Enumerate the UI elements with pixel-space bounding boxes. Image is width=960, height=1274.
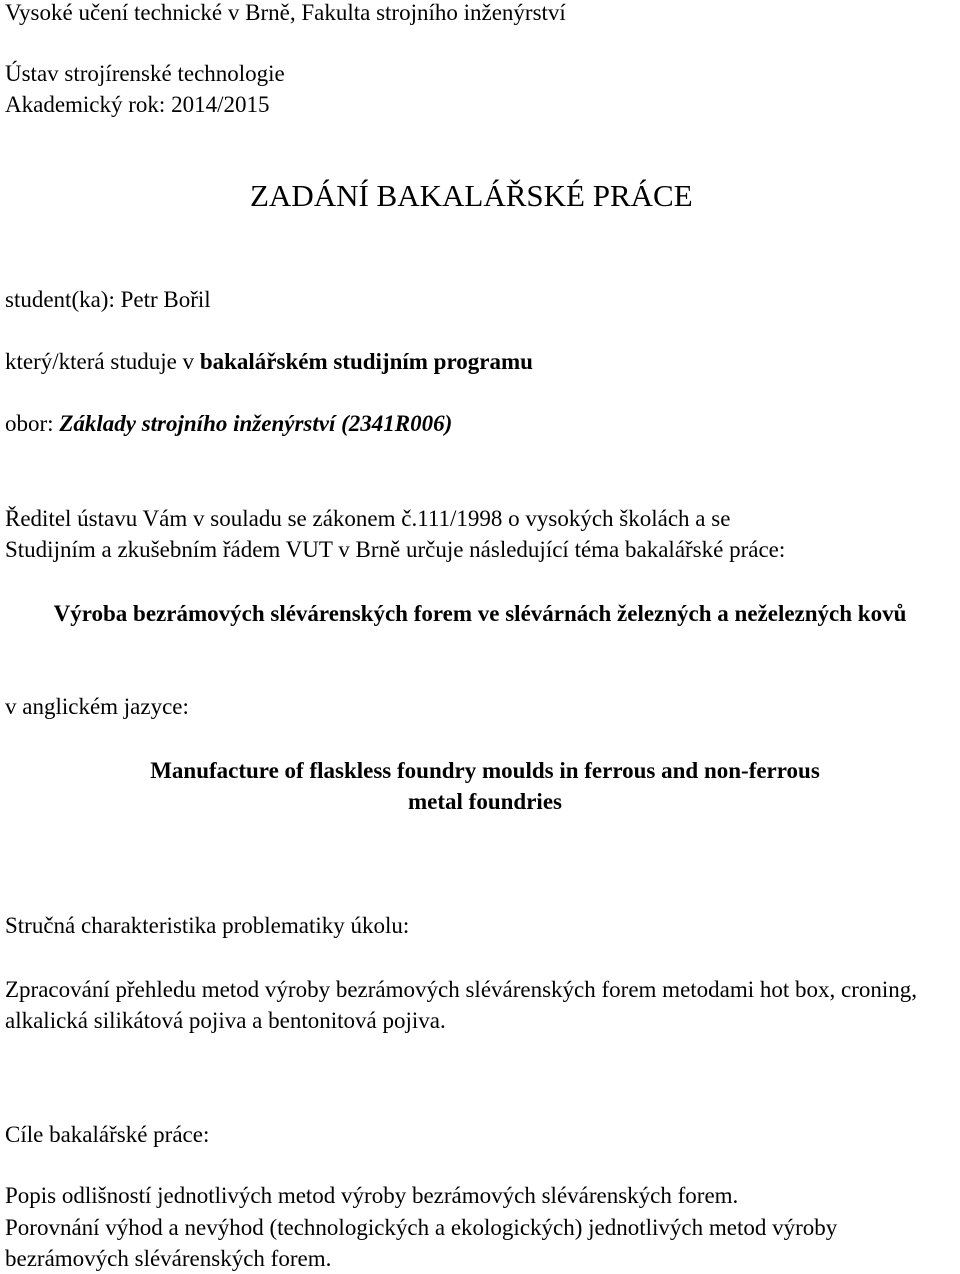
characteristics-text: Zpracování přehledu metod výroby bezrámových slévárenských forem metodami hot box, croning, alkalická silikátová pojiva a bentonitová pojiva. [5,977,918,1033]
university-name: Vysoké učení technické v Brně, Fakulta strojního inženýrství [5,0,566,25]
student-name: Petr Bořil [120,287,211,312]
academic-year: Akademický rok: 2014/2015 [5,92,270,117]
topic-czech: Výroba bezrámových slévárenských forem ve slévárnách železných a neželezných kovů [53,601,907,626]
goals-line-1: Popis odlišností jednotlivých metod výroby bezrámových slévárenských forem. [5,1183,739,1208]
document-title: ZADÁNÍ BAKALÁŘSKÉ PRÁCE [250,178,693,213]
goals-line-2: Porovnání výhod a nevýhod (technologických a ekologických) jednotlivých metod výroby bezrámových slévárenských forem. [5,1215,838,1271]
directive-line-2: Studijním a zkušebním řádem VUT v Brně určuje následující téma bakalářské práce: [5,537,786,562]
institute-name: Ústav strojírenské technologie [5,61,285,86]
study-program: bakalářském studijním programu [199,349,533,374]
student-line [5,285,211,315]
field-line [5,409,452,439]
directive-line-1: Ředitel ústavu Vám v souladu se zákonem č.111/1998 o vysokých školách a se [5,506,731,531]
topic-english: Manufacture of flaskless foundry moulds in ferrous and non-ferrous metal foundries [150,758,820,814]
characteristics-label: Stručná charakteristika problematiky úkolu: [5,913,410,938]
program-line [5,347,533,377]
field-label: obor: [5,411,60,436]
english-label: v anglickém jazyce: [5,694,189,719]
field-of-study: Základy strojního inženýrství (2341R006) [59,411,453,436]
goals-label: Cíle bakalářské práce: [5,1122,210,1147]
program-prefix: který/která studuje v [5,349,200,374]
student-label: student(ka): [5,287,121,312]
